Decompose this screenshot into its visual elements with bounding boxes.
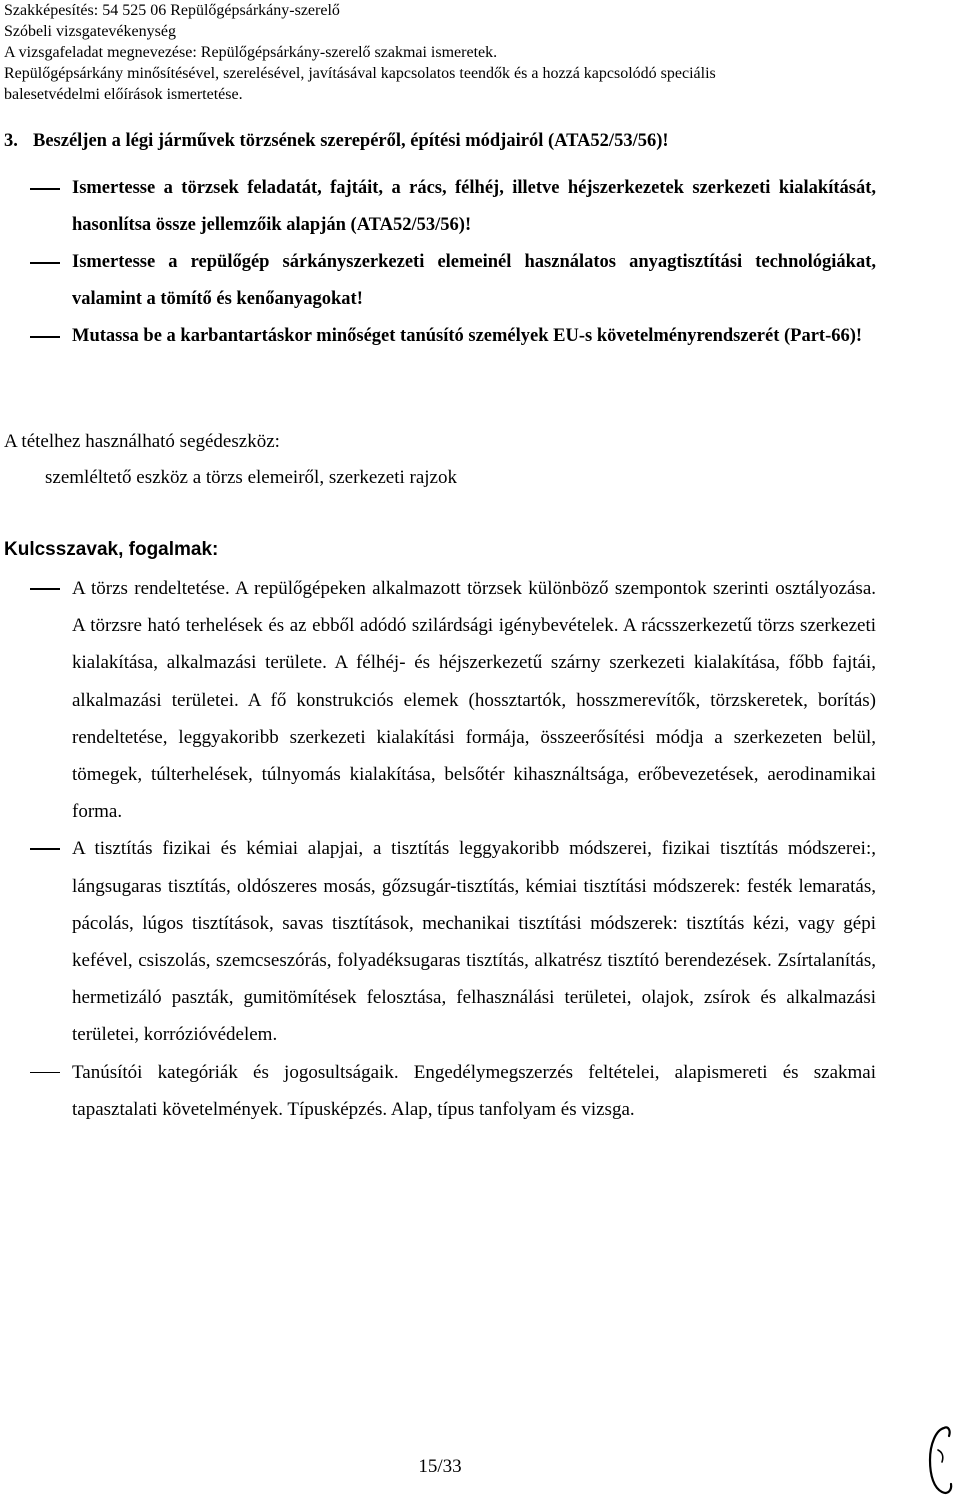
task-name-line: A vizsgafeladat megnevezése: Repülőgépsárkány-szerelő szakmai ismeretek. — [4, 44, 498, 61]
task-list — [28, 170, 876, 355]
description-line-1: Repülőgépsárkány minősítésével, szerelésével, javításával kapcsolatos teendők és a hozzá kapcsolódó speciális — [4, 65, 716, 82]
tools-section — [4, 424, 904, 496]
exam-activity-line: Szóbeli vizsgatevékenység — [4, 23, 176, 40]
question-number: 3. — [4, 131, 18, 151]
question-heading — [4, 129, 934, 153]
tools-label: A tételhez használható segédeszköz: — [4, 431, 280, 452]
question-text: Beszéljen a légi járművek törzsének szerepéről, építési módjairól (ATA52/53/56)! — [33, 131, 669, 151]
task-text: Mutassa be a karbantartáskor minőséget tanúsító személyek EU-s követelményrendszerét (Part-66)! — [72, 326, 863, 346]
task-text: Ismertesse a törzsek feladatát, fajtáit, a rács, félhéj, illetve héjszerkezetek szerkezeti kialakítását, hasonlítsa össze jellemzőik alapján (ATA52/53/56)! — [72, 178, 876, 235]
keywords-title: Kulcsszavak, fogalmak: — [4, 539, 219, 560]
task-item — [28, 170, 876, 244]
page-number: 15/33 — [418, 1456, 462, 1477]
signature-icon — [918, 1420, 958, 1500]
keyword-item — [28, 1054, 876, 1128]
keyword-text: A törzs rendeltetése. A repülőgépeken alkalmazott törzsek különböző szempontok szerinti osztályozása. A törzsre ható terhelések és az ebből adódó szilárdsági igénybevételek. A rácsszerkezetű törzs szerkezeti kialakítása, alkalmazási területe. A félhéj- és héjszerkezetű szárny szerkezeti kialakítása, főbb fajtái, alkalmazási területei. A fő konstrukciós elemek (hossztartók, hosszmerevítők, törzskeretek, borítás) rendeltetése, leggyakoribb szerkezeti kialakítási formája, összeerősítési módja a szerkezeten belül, tömegek, túlterhelések, túlnyomás kialakítása, belsőtér kihasználtsága, erőbevezetések, aerodinamikai forma. — [72, 578, 876, 823]
task-item — [28, 244, 876, 318]
keyword-item — [28, 570, 876, 830]
keyword-item — [28, 830, 876, 1053]
qualification-line: Szakképesítés: 54 525 06 Repülőgépsárkány-szerelő — [4, 2, 340, 19]
task-text: Ismertesse a repülőgép sárkányszerkezeti elemeinél használatos anyagtisztítási technológiákat, valamint a tömítő és kenőanyagokat! — [72, 252, 876, 309]
tools-value: szemléltető eszköz a törzs elemeiről, szerkezeti rajzok — [45, 467, 457, 488]
document-header — [4, 0, 934, 105]
task-item — [28, 318, 876, 355]
keyword-text: A tisztítás fizikai és kémiai alapjai, a tisztítás leggyakoribb módszerei, fizikai tisztítás módszerei:, lángsugaras tisztítás, oldószeres mosás, gőzsugár-tisztítás, kémiai tisztítási módszerek: festék lemaratás, pácolás, lúgos tisztítások, savas tisztítások, mechanikai tisztítási módszerek: tisztítás kézi, vagy gépi kefével, csiszolás, szemcseszórás, folyadéksugaras tisztítás, alkatrész tisztító berendezések. Zsírtalanítás, hermetizáló paszták, gumitömítések felosztása, felhasználási területei, olajok, zsírok és alkalmazási területei, korrózióvédelem. — [72, 838, 876, 1046]
description-line-2: balesetvédelmi előírások ismertetése. — [4, 86, 243, 103]
keyword-list — [28, 570, 876, 1128]
keyword-text: Tanúsítói kategóriák és jogosultságaik. Engedélymegszerzés feltételei, alapismereti és szakmai tapasztalati követelmények. Típusképzés. Alap, típus tanfolyam és vizsga. — [72, 1061, 876, 1120]
